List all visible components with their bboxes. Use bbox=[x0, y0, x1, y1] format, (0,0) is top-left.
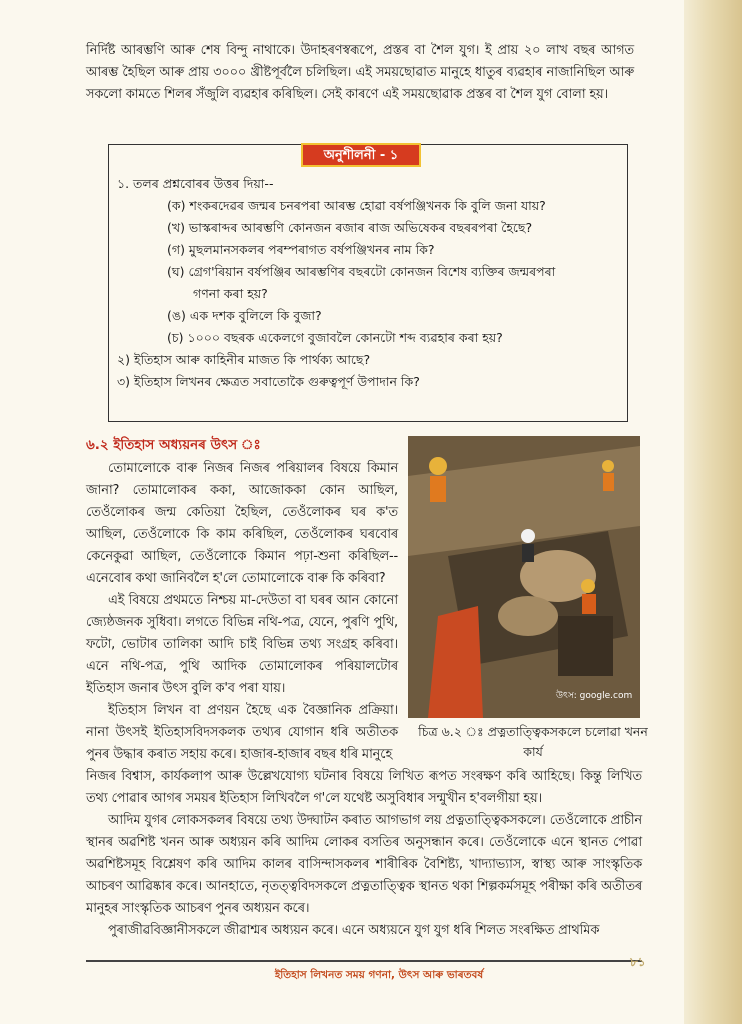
footer-rule bbox=[86, 960, 642, 962]
section-paragraph-3-continued: নিজৰ বিশ্বাস, কাৰ্যকলাপ আৰু উল্লেখযোগ্য ঘটনাৰ বিষয়ে লিখিত ৰূপত সংৰক্ষণ কৰি আহিছে। কিন্তু লিখিত তথ্য পোৱাৰ আগৰ সময়ৰ ইতিহাস লিখিবলৈ গ'লে যথেষ্ট অসুবিধাৰ সন্মুখীন হ'বলগীয়া হয়। bbox=[86, 769, 642, 806]
section-left-column bbox=[86, 458, 398, 766]
exercise-question-3: ৩) ইতিহাস লিখনৰ ক্ষেত্ৰত সবাতোকৈ গুৰুত্বপূৰ্ণ উপাদান কি? bbox=[117, 374, 420, 389]
section-paragraph-2: এই বিষয়ে প্ৰথমতে নিশ্চয় মা-দেউতা বা ঘৰৰ আন কোনো জ্যেষ্ঠজনক সুধিবা। লগতে বিভিন্ন নথি-পত্ৰ, যেনে, পুৰণি পুথি, ফটো, ভোটাৰ তালিকা আদি চাই বিভিন্ন তথ্য সংগ্ৰহ কৰিবা। এনে নথি-পত্ৰ, পুথি আদিক তোমালোকৰ পৰিয়ালটোৰ ইতিহাস জনাৰ উৎস বুলি ক'ব পৰা যায়। bbox=[86, 593, 398, 696]
intro-paragraph bbox=[86, 40, 634, 106]
exercise-subquestion-gha-text: (ঘ) গ্ৰেগ'ৰিয়ান বৰ্ষপঞ্জিৰ আৰম্ভণিৰ বছৰটো কোনজন বিশেষ ব্যক্তিৰ জন্মৰপৰা bbox=[167, 264, 556, 279]
exercise-question-1: ১. তলৰ প্ৰশ্নবোৰৰ উত্তৰ দিয়া-- bbox=[117, 176, 274, 191]
exercise-box bbox=[108, 144, 628, 422]
figure-caption: চিত্ৰ ৬.২ ঃ প্ৰত্নতাত্ত্বিকসকলে চলোৱা খনন কাৰ্য bbox=[418, 724, 648, 759]
section-paragraph-5: পুৰাজীৱবিজ্ঞানীসকলে জীৱাশ্মৰ অধ্যয়ন কৰে। এনে অধ্যয়নে যুগ যুগ ধৰি শিলত সংৰক্ষিত প্ৰাথমিক bbox=[108, 923, 600, 938]
exercise-subquestion-ka: (ক) শংকৰদেৱৰ জন্মৰ চনৰপৰা আৰম্ভ হোৱা বৰ্ষপঞ্জিখনক কি বুলি জনা যায়? bbox=[167, 198, 546, 213]
photo-source: উৎস: google.com bbox=[556, 691, 633, 701]
excavation-illustration bbox=[408, 436, 640, 718]
section-paragraph-4: আদিম যুগৰ লোকসকলৰ বিষয়ে তথ্য উদ্ঘাটন কৰাত আগভাগ লয় প্ৰত্নতাত্ত্বিকসকলে। তেওঁলোকে প্ৰাচীন স্থানৰ অৱশিষ্ট খনন আৰু অধ্যয়ন কৰি আদিম লোকৰ বসতিৰ অনুসন্ধান কৰে। তেওঁলোকে এনে স্থানত পোৱা অৱশিষ্টসমূহ বিশ্লেষণ কৰি আদিম কালৰ বাসিন্দাসকলৰ শাৰীৰিক বৈশিষ্ট্য, খাদ্যাভ্যাস, স্বাস্থ্য আৰু সাংস্কৃতিক আচৰণ আৱিষ্কাৰ কৰে। আনহাতে, নৃতত্ত্ববিদসকলে প্ৰত্নতাত্ত্বিক স্থানত থকা শিল্পকৰ্মসমূহ পৰীক্ষা কৰি অতীতৰ মানুহৰ সাংস্কৃতিক আচৰণ পুনৰ অধ্যয়ন কৰে। bbox=[86, 813, 642, 916]
exercise-subquestion-nga: (ঙ) এক দশক বুলিলে কি বুজা? bbox=[167, 308, 322, 323]
exercise-title: অনুশীলনী - ১ bbox=[301, 143, 421, 167]
excavation-photo bbox=[408, 436, 640, 718]
exercise-subquestion-gha-cont: গণনা কৰা হয়? bbox=[193, 286, 268, 301]
section-full-width bbox=[86, 766, 642, 942]
page-edge bbox=[684, 0, 742, 1024]
exercise-subquestion-gha bbox=[167, 261, 617, 305]
exercise-subquestion-kha: (খ) ভাস্কৰাব্দৰ আৰম্ভণি কোনজন ৰজাৰ ৰাজ অভিষেকৰ বছৰৰপৰা হৈছে? bbox=[167, 220, 533, 235]
section-heading: ৬.২ ইতিহাস অধ্যয়নৰ উৎস ঃ bbox=[86, 437, 261, 453]
exercise-subquestion-ga: (গ) মুছলমানসকলৰ পৰম্পৰাগত বৰ্ষপঞ্জিখনৰ নাম কি? bbox=[167, 242, 435, 257]
intro-text: নির্দিষ্ট আৰম্ভণি আৰু শেষ বিন্দু নাথাকে। উদাহৰণস্বৰূপে, প্ৰস্তৰ বা শৈল যুগ। ই প্ৰায় ২০ লাখ বছৰ আগত আৰম্ভ হৈছিল আৰু প্ৰায় ৩০০০ খ্ৰীষ্টপূৰ্বলৈ চলিছিল। এই সময়ছোৱাত মানুহে ধাতুৰ ব্যৱহাৰ নাজানিছিল আৰু সকলো কামতে শিলৰ সঁজুলি ব্যৱহাৰ কৰিছিল। সেই কাৰণে এই সময়ছোৱাক প্ৰস্তৰ বা শৈল যুগ বোলা হয়। bbox=[86, 43, 634, 102]
exercise-question-2: ২) ইতিহাস আৰু কাহিনীৰ মাজত কি পাৰ্থক্য আছে? bbox=[117, 352, 371, 367]
section-paragraph-3: ইতিহাস লিখন বা প্ৰণয়ন হৈছে এক বৈজ্ঞানিক প্ৰক্ৰিয়া। নানা উৎসই ইতিহাসবিদসকলক তথ্যৰ যোগান ধৰি অতীতক পুনৰ উদ্ধাৰ কৰাত সহায় কৰে। হাজাৰ-হাজাৰ বছৰ ধৰি মানুহে bbox=[86, 703, 398, 762]
section-paragraph-1: তোমালোকে বাৰু নিজৰ নিজৰ পৰিয়ালৰ বিষয়ে কিমান জানা? তোমালোকৰ ককা, আজোককা কোন আছিল, তেওঁলোকৰ জন্ম কেতিয়া হৈছিল, তেওঁলোকৰ ঘৰ ক'ত আছিল, তেওঁলোকে কি কাম কৰিছিল, তেওঁলোকৰ ঘৰবোৰ কেনেকুৱা আছিল, তেওঁলোকে কিমান পঢ়া-শুনা কৰিছিল-- এনেবোৰ কথা জানিবলৈ হ'লে তোমালোকে বাৰু কি কৰিবা? bbox=[86, 461, 398, 586]
exercise-subquestion-cha: (চ) ১০০০ বছৰক একেলগে বুজাবলৈ কোনটো শব্দ ব্যৱহাৰ কৰা হয়? bbox=[167, 330, 503, 345]
running-title: ইতিহাস লিখনত সময় গণনা, উৎস আৰু ভাৰতবৰ্ষ bbox=[274, 969, 484, 981]
page-number: ৮১ bbox=[630, 955, 646, 969]
